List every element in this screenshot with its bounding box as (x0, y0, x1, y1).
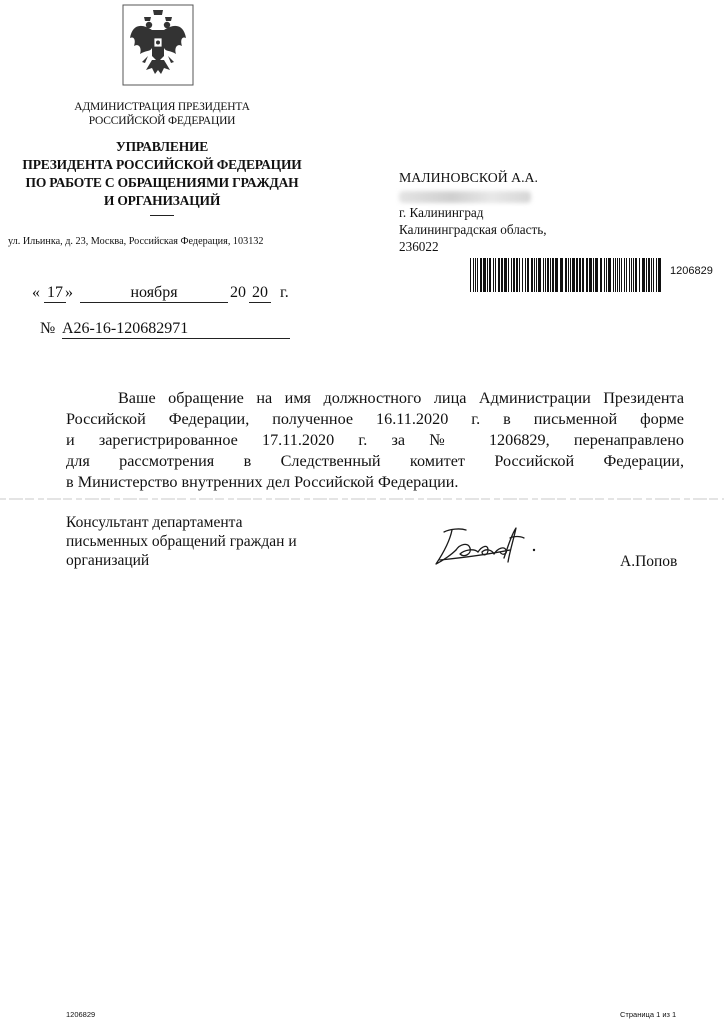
date-month: ноября (80, 284, 228, 303)
body-text-line-5: в Министерство внутренних дел Российской Федерации. (66, 473, 459, 491)
date-year-suffix: 20 (249, 284, 271, 303)
department-title-line-1: УПРАВЛЕНИЕ (115, 139, 209, 154)
scan-fold-line (0, 498, 724, 500)
handwritten-signature (430, 524, 542, 570)
date-year-prefix: 20 (230, 284, 246, 301)
body-text-line-4: для рассмотрения в Следственный комитет Российской Федерации, (66, 452, 684, 470)
reference-number-sign: № (40, 320, 56, 337)
body-text-line-2: Российской Федерации, полученное 16.11.2020 г. в письменной форме (66, 410, 684, 428)
recipient-postcode: 236022 (399, 239, 439, 254)
recipient-name: МАЛИНОВСКОЙ А.А. (399, 170, 538, 185)
date-year-mark: г. (280, 284, 289, 301)
footer-page-label: Страница 1 из 1 (620, 1010, 677, 1019)
body-text-line-3: и зарегистрированное 17.11.2020 г. за № 1206829, перенаправлено (66, 431, 684, 449)
signatory-position-line-1: Консультант департамента (66, 514, 243, 531)
admin-title-line-1: АДМИНИСТРАЦИЯ ПРЕЗИДЕНТА (74, 101, 250, 113)
reference-number: А26-16-120682971 (62, 320, 290, 339)
admin-title-line-2: РОССИЙСКОЙ ФЕДЕРАЦИИ (88, 115, 236, 127)
footer-document-id: 1206829 (66, 1010, 96, 1019)
body-text-line-1: Ваше обращение на имя должностного лица Администрации Президента (118, 389, 684, 407)
header-divider (150, 215, 174, 216)
department-title-line-4: И ОРГАНИЗАЦИЙ (103, 193, 221, 208)
department-title-line-3: ПО РАБОТЕ С ОБРАЩЕНИЯМИ ГРАЖДАН (25, 175, 299, 190)
signatory-position-line-3: организаций (66, 552, 150, 569)
date-close-quote: » (65, 284, 73, 301)
signatory-position-line-2: письменных обращений граждан и (66, 533, 297, 550)
date-day: 17 (44, 284, 66, 303)
date-open-quote: « (32, 284, 40, 301)
recipient-city: г. Калининград (399, 205, 484, 220)
redacted-street-address (399, 191, 531, 203)
coat-of-arms-emblem (122, 4, 194, 86)
signer-name: А.Попов (620, 553, 678, 570)
department-title-line-2: ПРЕЗИДЕНТА РОССИЙСКОЙ ФЕДЕРАЦИИ (22, 157, 302, 172)
barcode-number: 1206829 (670, 265, 713, 277)
sender-address: ул. Ильинка, д. 23, Москва, Российская Федерация, 103132 (8, 236, 264, 247)
barcode (470, 258, 662, 292)
recipient-region: Калининградская область, (399, 222, 547, 237)
